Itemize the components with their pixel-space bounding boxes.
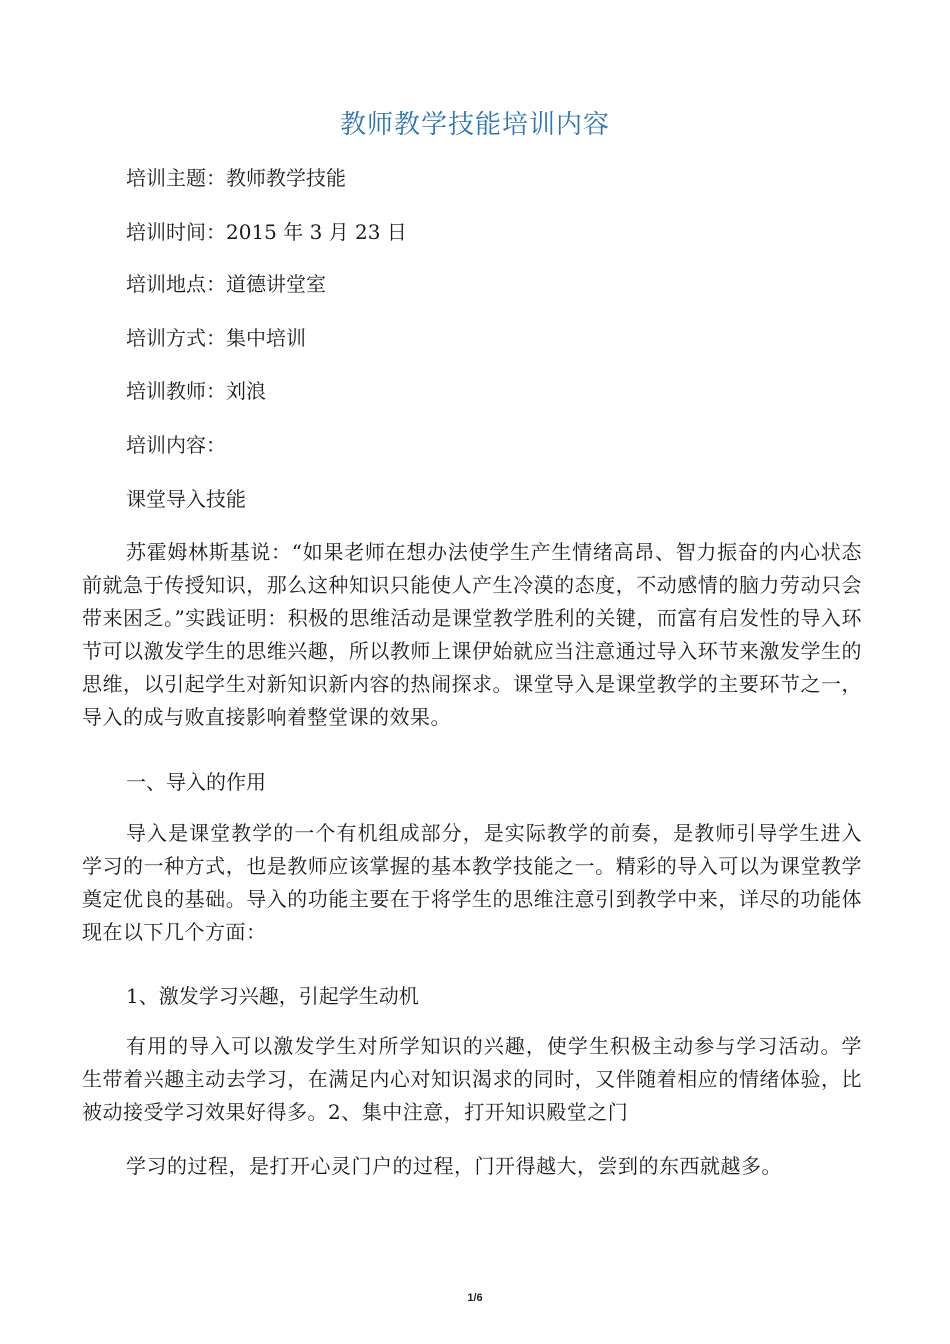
meta-method: 培训方式：集中培训 (126, 326, 306, 350)
paragraph-intro: 苏霍姆林斯基说：“如果老师在想办法使学生产生情绪高昂、智力振奋的内心状态前就急于传授知识，那么这种知识只能使人产生冷漠的态度，不动感情的脑力劳动只会带来困乏。”实践证明：积极的思维活动是课堂教学胜利的关键，而富有启发性的导入环节可以激发学生的思维兴趣，所以教师上课伊始就应当注意通过导入环节来激发学生的思维，以引起学生对新知识新内容的热闹探求。课堂导入是课堂教学的主要环节之一，导入的成与败直接影响着整堂课的效果。 (82, 540, 862, 729)
meta-teacher: 培训教师：刘浪 (126, 379, 266, 403)
meta-location: 培训地点：道德讲堂室 (126, 272, 326, 296)
paragraph-interest: 有用的导入可以激发学生对所学知识的兴趣，使学生积极主动参与学习活动。学生带着兴趣主动去学习，在满足内心对知识渴求的同时，又伴随着相应的情绪体验，比被动接受学习效果好得多。2、集中注意，打开知识殿堂之门 (82, 1034, 862, 1124)
meta-content: 培训内容： (126, 433, 226, 457)
paragraph-role: 导入是课堂教学的一个有机组成部分，是实际教学的前奏，是教师引导学生进入学习的一种方式，也是教师应该掌握的基本教学技能之一。精彩的导入可以为课堂教学奠定优良的基础。导入的功能主要在于将学生的思维注意引到教学中来，详尽的功能体现在以下几个方面： (82, 821, 862, 944)
meta-topic: 培训主题：教师教学技能 (126, 166, 346, 190)
paragraph-learning-process: 学习的过程，是打开心灵门户的过程，门开得越大，尝到的东西就越多。 (126, 1154, 782, 1178)
meta-date: 培训时间：2015 年 3 月 23 日 (126, 220, 407, 244)
heading-role-of-introduction: 一、导入的作用 (126, 770, 266, 794)
document-title: 教师教学技能培训内容 (339, 110, 610, 140)
section-title: 课堂导入技能 (126, 487, 246, 511)
heading-stimulate-interest: 1、激发学习兴趣，引起学生动机 (126, 984, 419, 1008)
page-number: 1/6 (467, 1292, 483, 1304)
